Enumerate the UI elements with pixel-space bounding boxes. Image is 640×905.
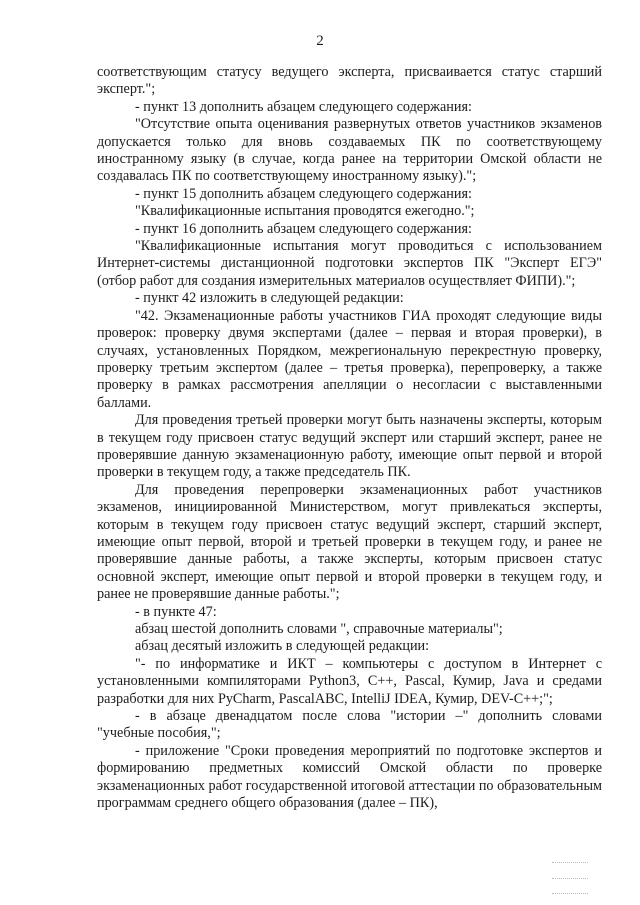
paragraph: - пункт 13 дополнить абзацем следующего содержания:	[135, 98, 472, 115]
scan-artifact	[552, 893, 588, 898]
paragraph: Для проведения перепроверки экзаменационных работ участников экзаменов, инициированной Министерством, могут привлекаться эксперты, которым в текущем году присвоен статус ведущий эксперт, старший эксперт, имеющие опыт первой, второй и третьей проверки в текущем году, и ранее не проверявшие данные работы, а также эксперты, которым присвоен статус основной эксперт, имеющие опыт первой и второй проверки в текущем году, и ранее не проверявшие данные работы.";	[97, 481, 602, 603]
page-number: 2	[316, 33, 324, 49]
paragraph: Для проведения третьей проверки могут быть назначены эксперты, которым в текущем году присвоен статус ведущий эксперт или старший эксперт, ранее не проверявшие данную экзаменационную работу, имеющие опыт первой и второй проверки в текущем году, а также председатель ПК.	[97, 412, 602, 481]
paragraph: абзац шестой дополнить словами ", справочные материалы";	[135, 621, 503, 637]
paragraph: - в абзаце двенадцатом после слова "истории –" дополнить словами "учебные пособия,";	[97, 708, 602, 742]
document-body	[97, 64, 602, 812]
paragraph: - пункт 16 дополнить абзацем следующего содержания:	[135, 220, 472, 237]
scan-artifact	[552, 878, 588, 883]
paragraph: - в пункте 47:	[135, 603, 217, 620]
paragraph: абзац десятый изложить в следующей редакции:	[135, 638, 430, 655]
scan-artifact	[552, 862, 588, 867]
paragraph: "Отсутствие опыта оценивания развернутых ответов участников экзаменов допускается только для вновь создаваемых ПК по соответствующему иностранному языку (в случае, когда ранее на территории Омской области не создавалась ПК по соответствующему иностранному языку).";	[97, 116, 602, 185]
paragraph: - приложение "Сроки проведения мероприятий по подготовке экспертов и формированию предметных комиссий Омской области по проверке экзаменационных работ государственной итоговой аттестации по образовательным программам среднего общего образования (далее – ПК),	[97, 742, 602, 812]
paragraph: "42. Экзаменационные работы участников ГИА проходят следующие виды проверок: проверку двумя экспертами (далее – первая и вторая проверки), в случаях, установленных Порядком, межрегиональную перекрестную проверку, проверку третьим экспертом (далее – третья проверка), перепроверку, а также проверку в рамках рассмотрения апелляции о несогласии с выставленными баллами.	[97, 307, 602, 411]
paragraph: "- по информатике и ИКТ – компьютеры с доступом в Интернет с установленными компиляторами Python3, С++, Pascal, Кумир, Java и средами разработки для них PyCharm, PascalABC, IntelliJ IDEA, Кумир, DEV-C++;";	[97, 655, 602, 707]
paragraph: "Квалификационные испытания могут проводиться с использованием Интернет-системы дистанционной подготовки экспертов ПК "Эксперт ЕГЭ" (отбор работ для создания измерительных материалов осуществляет ФИПИ).";	[97, 238, 602, 289]
paragraph: соответствующим статусу ведущего эксперта, присваивается статус старший эксперт.";	[97, 64, 602, 98]
paragraph: "Квалификационные испытания проводятся ежегодно.";	[135, 203, 475, 220]
paragraph: - пункт 15 дополнить абзацем следующего содержания:	[135, 185, 472, 202]
paragraph: - пункт 42 изложить в следующей редакции:	[135, 290, 404, 307]
